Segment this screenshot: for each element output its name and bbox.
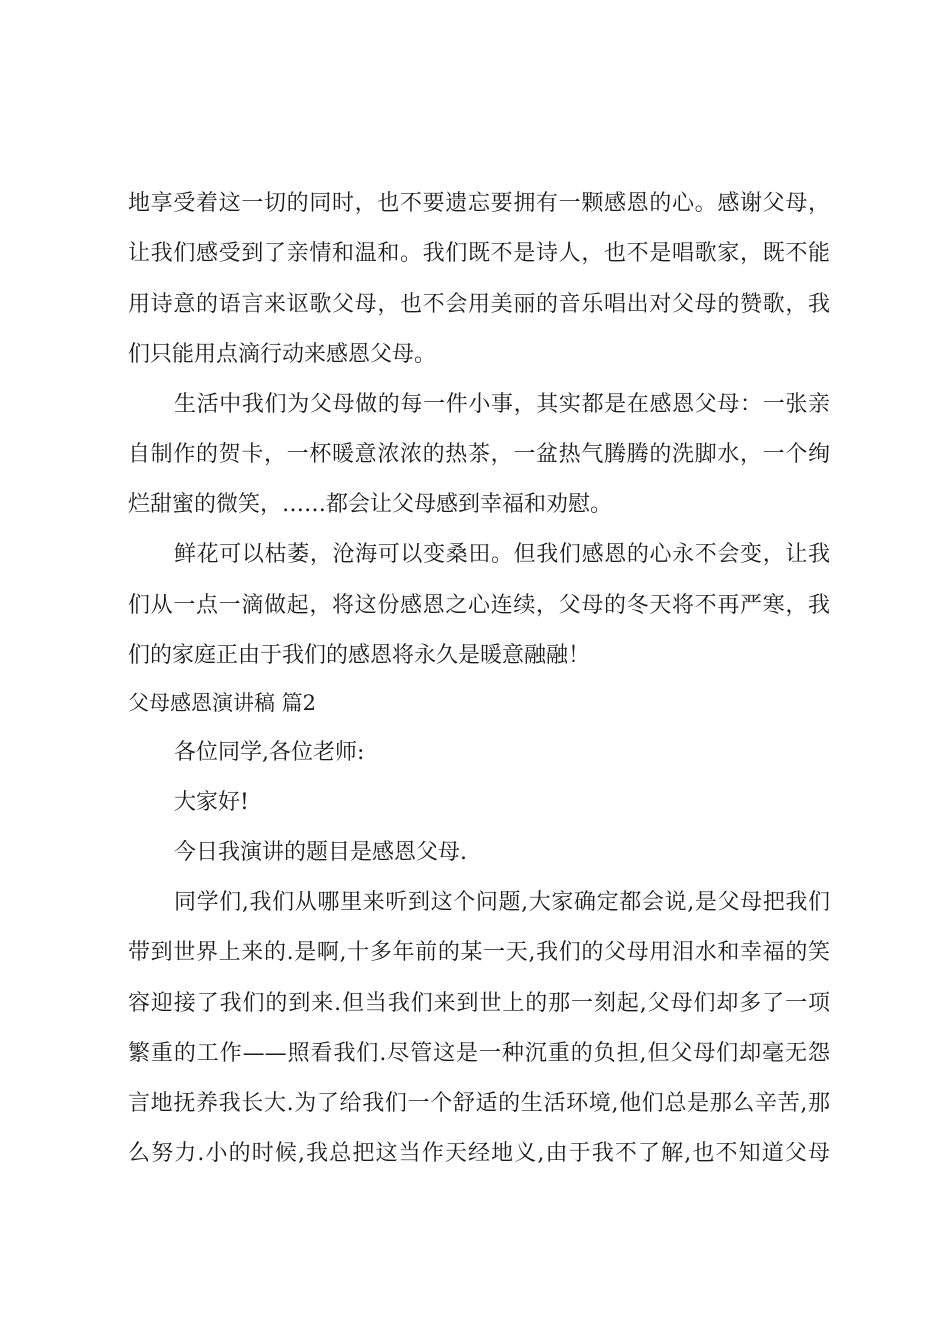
paragraph-line: 地享受着这一切的同时，也不要遗忘要拥有一颗感恩的心。感谢父母， — [128, 191, 830, 216]
paragraph-line: 么努力.小的时候,我总把这当作天经地义,由于我不了解,也不知道父母 — [128, 1141, 830, 1166]
paragraph-line: 繁重的工作——照看我们.尽管这是一种沉重的负担,但父母们却毫无怨 — [128, 1041, 830, 1066]
paragraph-line: 自制作的贺卡，一杯暖意浓浓的热茶，一盆热气腾腾的洗脚水，一个绚 — [128, 442, 830, 467]
paragraph-line: 们的家庭正由于我们的感恩将永久是暖意融融！ — [128, 643, 591, 668]
paragraph-line: 带到世界上来的.是啊,十多年前的某一天,我们的父母用泪水和幸福的笑 — [128, 940, 830, 965]
paragraph-line: 今日我演讲的题目是感恩父母. — [174, 840, 467, 865]
section-heading: 父母感恩演讲稿 篇2 — [128, 691, 317, 715]
greeting: 大家好! — [174, 790, 249, 815]
paragraph-line: 容迎接了我们的到来.但当我们来到世上的那一刻起,父母们却多了一项 — [128, 991, 830, 1016]
paragraph-line: 烂甜蜜的微笑，……都会让父母感到幸福和劝慰。 — [128, 492, 613, 517]
paragraph-line: 们只能用点滴行动来感恩父母。 — [128, 342, 437, 367]
paragraph-line: 生活中我们为父母做的每一件小事，其实都是在感恩父母：一张亲 — [174, 392, 830, 417]
paragraph-line: 鲜花可以枯萎，沧海可以变桑田。但我们感恩的心永不会变，让我 — [174, 542, 830, 567]
paragraph-line: 言地抚养我长大.为了给我们一个舒适的生活环境,他们总是那么辛苦,那 — [128, 1091, 830, 1116]
paragraph-line: 同学们,我们从哪里来听到这个问题,大家确定都会说,是父母把我们 — [174, 890, 830, 915]
salutation: 各位同学,各位老师: — [174, 740, 365, 765]
paragraph-line: 们从一点一滴做起，将这份感恩之心连续，父母的冬天将不再严寒，我 — [128, 593, 830, 618]
paragraph-line: 让我们感受到了亲情和温和。我们既不是诗人，也不是唱歌家，既不能 — [128, 241, 830, 266]
paragraph-line: 用诗意的语言来讴歌父母，也不会用美丽的音乐唱出对父母的赞歌，我 — [128, 292, 830, 317]
